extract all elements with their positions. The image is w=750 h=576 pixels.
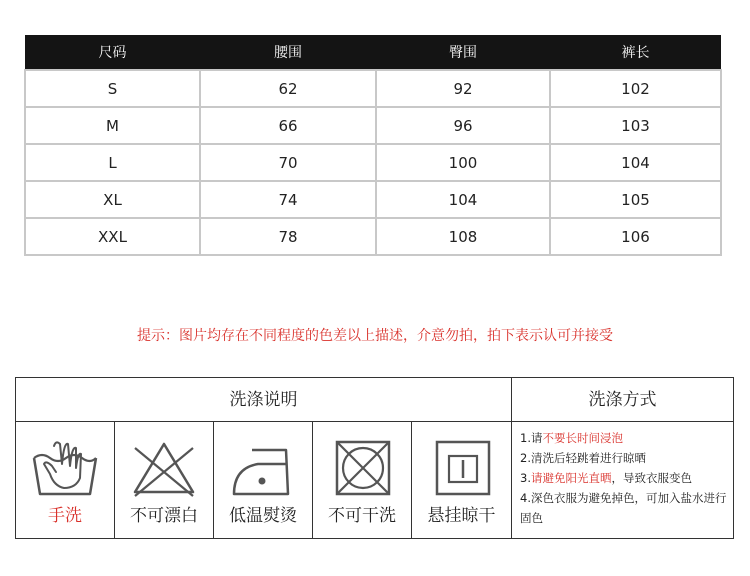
care-item-hand-wash — [16, 422, 115, 538]
table-cell: 78 — [200, 218, 376, 255]
table-cell: M — [25, 107, 200, 144]
table-cell: 96 — [376, 107, 550, 144]
size-table-header — [25, 35, 721, 70]
header-length: 裤长 — [550, 35, 721, 70]
hang-dry-icon — [427, 438, 497, 500]
table-row — [25, 181, 721, 218]
wash-method-title: 洗涤方式 — [512, 378, 733, 422]
table-cell: XXL — [25, 218, 200, 255]
table-cell: 108 — [376, 218, 550, 255]
table-cell: 74 — [200, 181, 376, 218]
care-item-no-dry-clean — [313, 422, 412, 538]
care-label-hand-wash: 手洗 — [48, 506, 82, 526]
care-label-hang-dry: 悬挂晾干 — [427, 506, 496, 526]
wash-tip: 2.清洗后轻跳着进行晾晒 — [520, 451, 646, 465]
table-cell: 70 — [200, 144, 376, 181]
care-instructions-title: 洗涤说明 — [16, 378, 512, 422]
no-bleach-icon — [129, 438, 199, 500]
table-cell: 104 — [550, 144, 721, 181]
care-item-no-bleach — [115, 422, 214, 538]
care-instructions — [15, 377, 734, 539]
care-label-low-iron: 低温熨烫 — [229, 506, 297, 526]
table-row — [25, 218, 721, 255]
table-cell: 106 — [550, 218, 721, 255]
low-iron-icon — [228, 438, 298, 500]
header-waist: 腰围 — [200, 35, 376, 70]
table-cell: 103 — [550, 107, 721, 144]
wash-tip: 1.请不要长时间浸泡 — [520, 431, 623, 445]
table-row — [25, 144, 721, 181]
table-row — [25, 107, 721, 144]
table-cell: 102 — [550, 70, 721, 107]
care-label-no-bleach: 不可漂白 — [130, 506, 198, 526]
header-hip: 臀围 — [376, 35, 550, 70]
table-cell: 92 — [376, 70, 550, 107]
table-cell: XL — [25, 181, 200, 218]
table-cell: 66 — [200, 107, 376, 144]
table-cell: 100 — [376, 144, 550, 181]
header-size: 尺码 — [25, 35, 200, 70]
no-dry-clean-icon — [327, 438, 397, 500]
hand-wash-icon — [30, 438, 100, 500]
table-row — [25, 70, 721, 107]
wash-tips — [520, 428, 732, 528]
table-cell: S — [25, 70, 200, 107]
wash-tip: 4.深色衣服为避免掉色，可加入盐水进行固色 — [520, 491, 727, 525]
table-cell: 105 — [550, 181, 721, 218]
table-cell: 104 — [376, 181, 550, 218]
color-difference-notice: 提示：图片均存在不同程度的色差以上描述，介意勿拍，拍下表示认可并接受 — [137, 328, 613, 344]
wash-tip: 3.请避免阳光直晒，导致衣服变色 — [520, 471, 692, 485]
table-cell: 62 — [200, 70, 376, 107]
care-item-low-iron — [214, 422, 313, 538]
care-label-no-dry-clean: 不可干洗 — [328, 506, 396, 526]
care-item-hang-dry — [412, 422, 512, 538]
table-cell: L — [25, 144, 200, 181]
size-table — [24, 35, 722, 256]
